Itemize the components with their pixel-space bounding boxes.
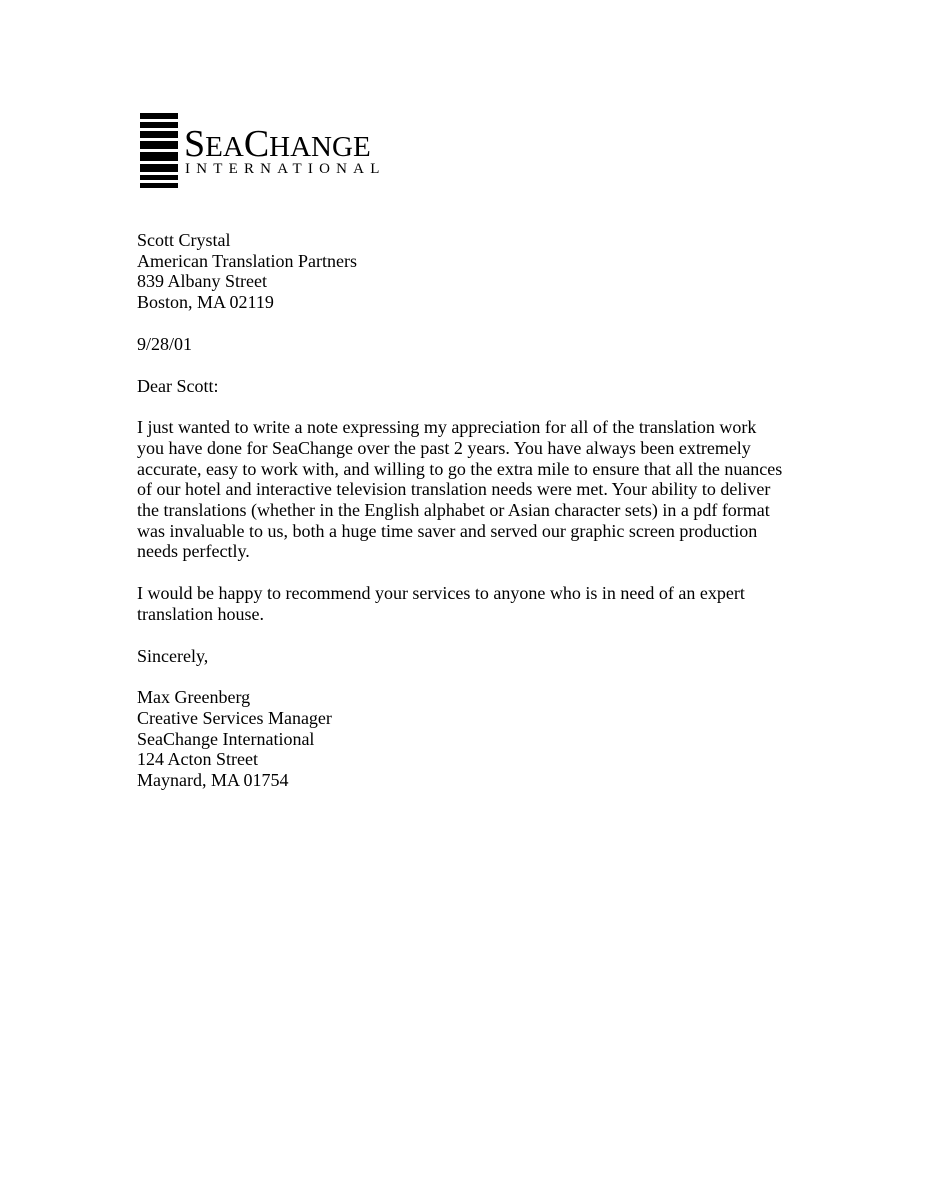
salutation: Dear Scott: xyxy=(137,375,219,396)
sender-signature-block xyxy=(137,687,797,791)
sender-name: Max Greenberg xyxy=(137,687,251,708)
paragraph-line: translation house. xyxy=(137,603,264,624)
paragraph-line: was invaluable to us, both a huge time saver and served our graphic screen production xyxy=(137,520,758,541)
paragraph-line: of our hotel and interactive television translation needs were met. Your ability to deliver xyxy=(137,479,771,500)
paragraph-line: needs perfectly. xyxy=(137,541,250,562)
recipient-name: Scott Crystal xyxy=(137,230,231,250)
logo-stripes-icon xyxy=(140,113,178,188)
paragraph-line: the translations (whether in the English alphabet or Asian character sets) in a pdf format xyxy=(137,500,770,521)
paragraph-line: accurate, easy to work with, and willing to go the extra mile to ensure that all the nuances xyxy=(137,458,783,479)
recipient-street: 839 Albany Street xyxy=(137,271,267,292)
sender-title: Creative Services Manager xyxy=(137,707,332,728)
logo-subtitle: INTERNATIONAL xyxy=(185,161,386,177)
body-paragraph-2 xyxy=(137,583,797,624)
letter-date: 9/28/01 xyxy=(137,333,193,354)
paragraph-line: I would be happy to recommend your services to anyone who is in need of an expert xyxy=(137,583,745,604)
company-logo xyxy=(140,113,420,188)
recipient-city: Boston, MA 02119 xyxy=(137,292,274,313)
sender-street: 124 Acton Street xyxy=(137,749,258,770)
body-paragraph-1 xyxy=(137,417,797,562)
paragraph-line: you have done for SeaChange over the past 2 years. You have always been extremely xyxy=(137,437,751,458)
sender-company: SeaChange International xyxy=(137,728,315,749)
sender-city: Maynard, MA 01754 xyxy=(137,770,289,791)
letter-body xyxy=(137,230,797,791)
paragraph-line: I just wanted to write a note expressing my appreciation for all of the translation work xyxy=(137,417,757,438)
recipient-address xyxy=(137,230,797,313)
recipient-company: American Translation Partners xyxy=(137,250,357,271)
closing: Sincerely, xyxy=(137,645,209,666)
logo-wordmark: SEACHANGE xyxy=(184,123,371,165)
